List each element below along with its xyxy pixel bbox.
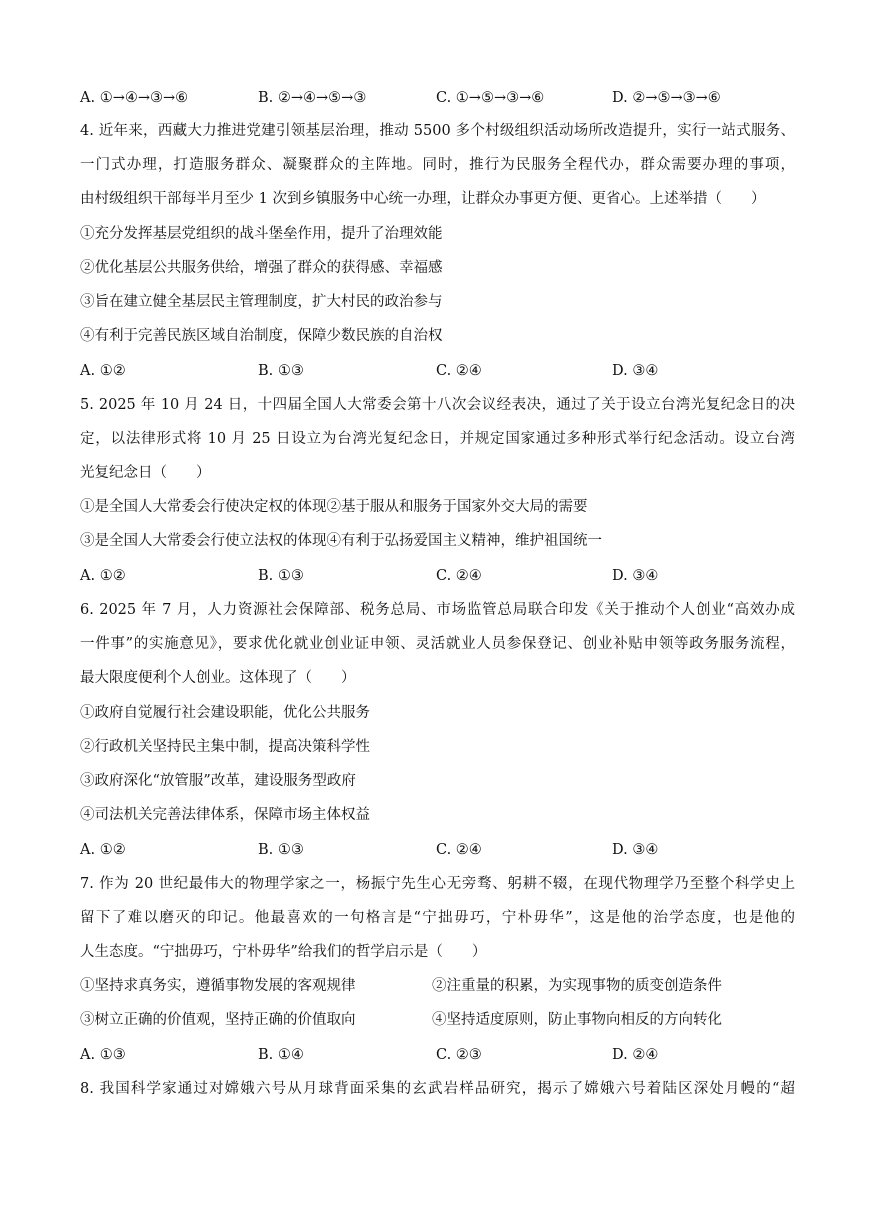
q3-option-b[interactable]: B. ②→④→⑤→③ <box>258 90 367 106</box>
q4-option-b[interactable]: B. ①③ <box>258 363 304 379</box>
q4-options <box>80 361 795 381</box>
q6-options <box>80 840 795 860</box>
q3-option-d[interactable]: D. ②→⑤→③→⑥ <box>612 90 721 106</box>
q6-statement-1: ①政府自觉履行社会建设职能，优化公共服务 <box>80 705 370 721</box>
q4-stem-line-3: 由村级组织干部每半月至少 1 次到乡镇服务中心统一办理，让群众办事更方便、更省心。上述举措（ ） <box>80 191 766 207</box>
q3-option-c[interactable]: C. ①→⑤→③→⑥ <box>436 90 545 106</box>
q7-statement-2: ②注重量的积累，为实现事物的质变创造条件 <box>432 978 722 994</box>
q6-statement-3: ③政府深化“放管服”改革，建设服务型政府 <box>80 773 356 789</box>
q7-stem-line-3: 人生态度。“宁拙毋巧，宁朴毋华”给我们的哲学启示是（ ） <box>80 944 487 960</box>
q5-stem-line-3: 光复纪念日（ ） <box>80 465 211 481</box>
q5-option-a[interactable]: A. ①② <box>80 568 126 584</box>
q6-option-d[interactable]: D. ③④ <box>612 842 659 858</box>
q4-statement-1: ①充分发挥基层党组织的战斗堡垒作用，提升了治理效能 <box>80 226 443 242</box>
q5-option-c[interactable]: C. ②④ <box>436 568 482 584</box>
q7-stem-line-1: 7. 作为 20 世纪最伟大的物理学家之一，杨振宁先生心无旁骛、躬耕不辍，在现代物理学乃至整个科学史上 <box>80 876 795 892</box>
q4-statement-4: ④有利于完善民族区域自治制度，保障少数民族的自治权 <box>80 328 443 344</box>
q6-option-a[interactable]: A. ①② <box>80 842 126 858</box>
q3-option-a[interactable]: A. ①→④→③→⑥ <box>80 90 189 106</box>
q7-statement-1: ①坚持求真务实，遵循事物发展的客观规律 <box>80 978 356 994</box>
q6-statement-2: ②行政机关坚持民主集中制，提高决策科学性 <box>80 739 370 755</box>
q7-statement-3: ③树立正确的价值观，坚持正确的价值取向 <box>80 1012 356 1028</box>
q6-stem-line-3: 最大限度便利个人创业。这体现了（ ） <box>80 670 356 686</box>
q3-options <box>80 88 795 108</box>
q4-stem-line-2: 一门式办理，打造服务群众、凝聚群众的主阵地。同时，推行为民服务全程代办，群众需要办理的事项， <box>80 157 795 173</box>
q6-option-c[interactable]: C. ②④ <box>436 842 482 858</box>
q7-statement-4: ④坚持适度原则，防止事物向相反的方向转化 <box>432 1012 722 1028</box>
q5-option-b[interactable]: B. ①③ <box>258 568 304 584</box>
q5-stem-line-1: 5. 2025 年 10 月 24 日，十四届全国人大常委会第十八次会议经表决，通过了关于设立台湾光复纪念日的决 <box>80 397 795 413</box>
q4-option-d[interactable]: D. ③④ <box>612 363 659 379</box>
q5-option-d[interactable]: D. ③④ <box>612 568 659 584</box>
q4-stem-line-1: 4. 近年来，西藏大力推进党建引领基层治理，推动 5500 多个村级组织活动场所改造提升，实行一站式服务、 <box>80 123 795 139</box>
q5-statement-1: ①是全国人大常委会行使决定权的体现②基于服从和服务于国家外交大局的需要 <box>80 499 588 515</box>
q7-option-d[interactable]: D. ②④ <box>612 1047 659 1063</box>
q7-options <box>80 1045 795 1065</box>
q6-option-b[interactable]: B. ①③ <box>258 842 304 858</box>
q5-options <box>80 566 795 586</box>
q4-option-a[interactable]: A. ①② <box>80 363 126 379</box>
q4-option-c[interactable]: C. ②④ <box>436 363 482 379</box>
q8-stem-line-1: 8. 我国科学家通过对嫦娥六号从月球背面采集的玄武岩样品研究，揭示了嫦娥六号着陆区深处月幔的“超 <box>80 1081 795 1097</box>
q6-statement-4: ④司法机关完善法律体系，保障市场主体权益 <box>80 807 370 823</box>
q7-stem-line-2: 留下了难以磨灭的印记。他最喜欢的一句格言是“宁拙毋巧，宁朴毋华”，这是他的治学态度，也是他的 <box>80 910 795 926</box>
q4-statement-3: ③旨在建立健全基层民主管理制度，扩大村民的政治参与 <box>80 294 443 310</box>
q5-stem-line-2: 定，以法律形式将 10 月 25 日设立为台湾光复纪念日，并规定国家通过多种形式举行纪念活动。设立台湾 <box>80 431 795 447</box>
q5-statement-2: ③是全国人大常委会行使立法权的体现④有利于弘扬爱国主义精神，维护祖国统一 <box>80 533 602 549</box>
q6-stem-line-1: 6. 2025 年 7 月，人力资源社会保障部、税务总局、市场监管总局联合印发《关于推动个人创业“高效办成 <box>80 602 795 618</box>
q7-option-a[interactable]: A. ①③ <box>80 1047 126 1063</box>
q4-statement-2: ②优化基层公共服务供给，增强了群众的获得感、幸福感 <box>80 260 443 276</box>
q7-option-c[interactable]: C. ②③ <box>436 1047 482 1063</box>
q7-option-b[interactable]: B. ①④ <box>258 1047 304 1063</box>
q6-stem-line-2: 一件事”的实施意见》，要求优化就业创业证申领、灵活就业人员参保登记、创业补贴申领等政务服务流程， <box>80 636 795 652</box>
